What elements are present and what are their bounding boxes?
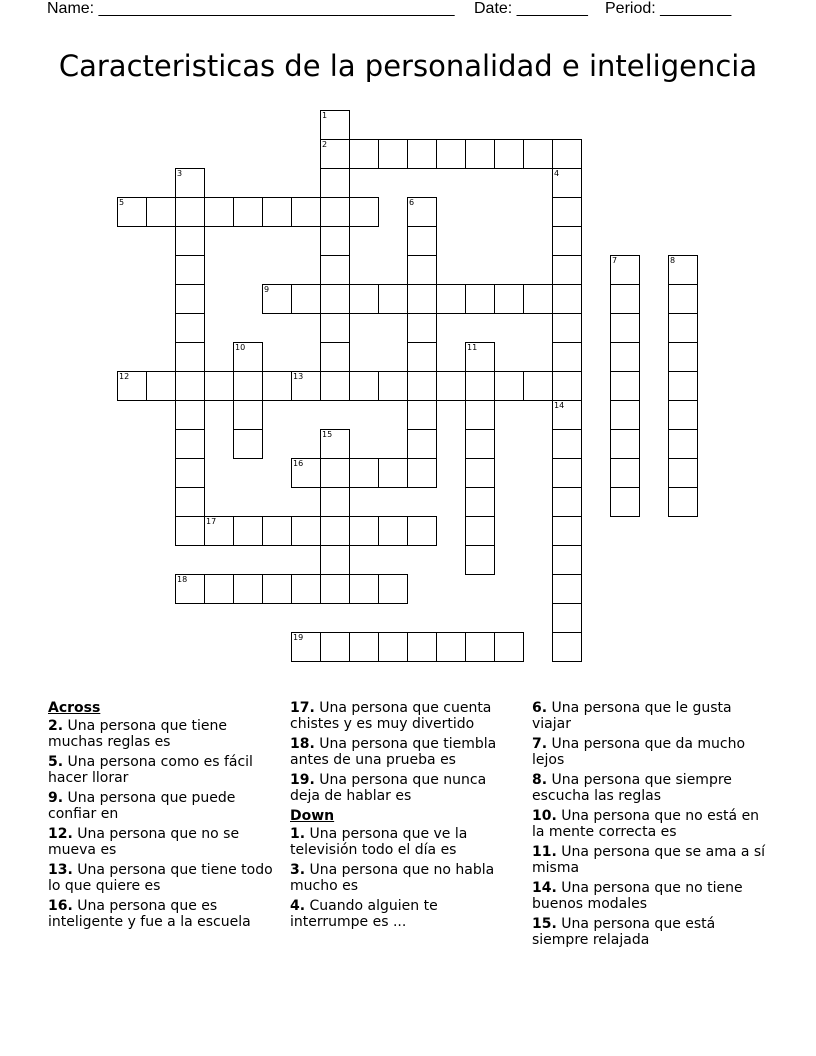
crossword-cell[interactable] xyxy=(407,632,437,662)
crossword-cell[interactable] xyxy=(552,400,582,430)
clues-column-3 xyxy=(532,700,767,952)
crossword-cell[interactable] xyxy=(552,255,582,285)
crossword-cell[interactable] xyxy=(668,313,698,343)
crossword-cell[interactable] xyxy=(610,400,640,430)
down-clue: 10. Una persona que no está en la mente correcta es xyxy=(532,808,760,840)
down-clue: 3. Una persona que no habla mucho es xyxy=(290,862,495,894)
crossword-cell[interactable] xyxy=(175,197,205,227)
crossword-cell[interactable] xyxy=(378,516,408,546)
clue-number: 8 xyxy=(670,256,676,265)
crossword-cell[interactable] xyxy=(320,168,350,198)
clue-number: 4 xyxy=(554,169,560,178)
down-clue: 6. Una persona que le gusta viajar xyxy=(532,700,732,732)
across-clue: 9. Una persona que puede confiar en xyxy=(48,790,236,822)
crossword-cell[interactable] xyxy=(407,197,437,227)
crossword-cell[interactable] xyxy=(407,400,437,430)
crossword-cell[interactable] xyxy=(204,516,234,546)
crossword-cell[interactable] xyxy=(610,371,640,401)
crossword-cell[interactable] xyxy=(175,255,205,285)
down-clue: 7. Una persona que da mucho lejos xyxy=(532,736,746,768)
crossword-cell[interactable] xyxy=(320,429,350,459)
crossword-cell[interactable] xyxy=(378,284,408,314)
crossword-cell[interactable] xyxy=(552,313,582,343)
crossword-cell[interactable] xyxy=(320,284,350,314)
crossword-cell[interactable] xyxy=(349,516,379,546)
crossword-cell[interactable] xyxy=(233,429,263,459)
across-clue: 12. Una persona que no se mueva es xyxy=(48,826,240,858)
across-clue: 2. Una persona que tiene muchas reglas es xyxy=(48,718,227,750)
period-field[interactable]: Period: ________ xyxy=(605,0,732,17)
crossword-cell[interactable] xyxy=(349,574,379,604)
clue-number: 17 xyxy=(206,517,217,526)
crossword-cell[interactable] xyxy=(233,342,263,372)
crossword-cell[interactable] xyxy=(320,226,350,256)
crossword-cell[interactable] xyxy=(668,487,698,517)
crossword-cell[interactable] xyxy=(320,139,350,169)
crossword-cell[interactable] xyxy=(407,226,437,256)
crossword-cell[interactable] xyxy=(320,458,350,488)
crossword-cell[interactable] xyxy=(465,632,495,662)
crossword-cell[interactable] xyxy=(349,458,379,488)
crossword-cell[interactable] xyxy=(320,371,350,401)
clue-number: 7 xyxy=(612,256,618,265)
crossword-cell[interactable] xyxy=(233,574,263,604)
crossword-cell[interactable] xyxy=(175,400,205,430)
crossword-cell[interactable] xyxy=(233,371,263,401)
clues-column-2 xyxy=(290,700,515,934)
crossword-cell[interactable] xyxy=(668,255,698,285)
clue-number: 5 xyxy=(119,198,125,207)
crossword-cell[interactable] xyxy=(494,371,524,401)
crossword-cell[interactable] xyxy=(668,429,698,459)
puzzle-title: Caracteristicas de la personalidad e inteligencia xyxy=(58,49,758,83)
crossword-cell[interactable] xyxy=(407,139,437,169)
crossword-cell[interactable] xyxy=(465,458,495,488)
crossword-cell[interactable] xyxy=(378,458,408,488)
crossword-cell[interactable] xyxy=(552,574,582,604)
down-clue: 8. Una persona que siempre escucha las reglas xyxy=(532,772,732,804)
crossword-cell[interactable] xyxy=(407,255,437,285)
crossword-cell[interactable] xyxy=(552,516,582,546)
crossword-cell[interactable] xyxy=(494,139,524,169)
across-clue: 17. Una persona que cuenta chistes y es muy divertido xyxy=(290,700,492,732)
crossword-cell[interactable] xyxy=(378,139,408,169)
crossword-cell[interactable] xyxy=(320,197,350,227)
crossword-cell[interactable] xyxy=(320,487,350,517)
down-clue: 14. Una persona que no tiene buenos modales xyxy=(532,880,743,912)
crossword-cell[interactable] xyxy=(465,342,495,372)
crossword-cell[interactable] xyxy=(610,458,640,488)
crossword-cell[interactable] xyxy=(320,255,350,285)
crossword-cell[interactable] xyxy=(465,545,495,575)
crossword-cell[interactable] xyxy=(668,371,698,401)
crossword-cell[interactable] xyxy=(465,429,495,459)
crossword-cell[interactable] xyxy=(465,284,495,314)
crossword-cell[interactable] xyxy=(610,487,640,517)
student-info-header xyxy=(0,0,816,22)
clue-number: 18 xyxy=(177,575,188,584)
clue-number: 2 xyxy=(322,140,328,149)
clue-number: 14 xyxy=(554,401,565,410)
crossword-cell[interactable] xyxy=(436,139,466,169)
clue-number: 16 xyxy=(293,459,304,468)
crossword-cell[interactable] xyxy=(668,342,698,372)
crossword-cell[interactable] xyxy=(291,284,321,314)
crossword-cell[interactable] xyxy=(262,284,292,314)
crossword-cell[interactable] xyxy=(407,313,437,343)
crossword-cell[interactable] xyxy=(320,110,350,140)
crossword-cell[interactable] xyxy=(552,545,582,575)
down-clue: 4. Cuando alguien te interrumpe es ... xyxy=(290,898,438,930)
crossword-cell[interactable] xyxy=(175,429,205,459)
crossword-cell[interactable] xyxy=(349,371,379,401)
crossword-cell[interactable] xyxy=(320,342,350,372)
down-clue: 11. Una persona que se ama a sí misma xyxy=(532,844,766,876)
crossword-cell[interactable] xyxy=(320,632,350,662)
crossword-cell[interactable] xyxy=(465,400,495,430)
crossword-cell[interactable] xyxy=(117,197,147,227)
crossword-cell[interactable] xyxy=(262,516,292,546)
crossword-cell[interactable] xyxy=(320,545,350,575)
crossword-cell[interactable] xyxy=(175,284,205,314)
crossword-cell[interactable] xyxy=(610,429,640,459)
clues-column-1 xyxy=(48,700,273,934)
crossword-cell[interactable] xyxy=(204,574,234,604)
crossword-cell[interactable] xyxy=(175,226,205,256)
crossword-cell[interactable] xyxy=(291,632,321,662)
crossword-cell[interactable] xyxy=(407,284,437,314)
down-heading: Down xyxy=(290,808,335,824)
crossword-cell[interactable] xyxy=(320,313,350,343)
crossword-cell[interactable] xyxy=(407,458,437,488)
clue-number: 10 xyxy=(235,343,246,352)
crossword-cell[interactable] xyxy=(552,603,582,633)
crossword-cell[interactable] xyxy=(552,371,582,401)
crossword-cell[interactable] xyxy=(407,429,437,459)
clue-number: 9 xyxy=(264,285,270,294)
crossword-cell[interactable] xyxy=(523,371,553,401)
crossword-cell[interactable] xyxy=(291,574,321,604)
crossword-cell[interactable] xyxy=(291,197,321,227)
crossword-cell[interactable] xyxy=(204,371,234,401)
crossword-cell[interactable] xyxy=(146,371,176,401)
clue-number: 12 xyxy=(119,372,130,381)
crossword-cell[interactable] xyxy=(291,516,321,546)
crossword-cell[interactable] xyxy=(204,197,234,227)
crossword-cell[interactable] xyxy=(552,168,582,198)
clue-number: 15 xyxy=(322,430,333,439)
crossword-cell[interactable] xyxy=(552,139,582,169)
crossword-cell[interactable] xyxy=(117,371,147,401)
across-heading: Across xyxy=(48,700,101,716)
date-field[interactable]: Date: ________ xyxy=(474,0,588,17)
crossword-cell[interactable] xyxy=(407,371,437,401)
crossword-cell[interactable] xyxy=(465,371,495,401)
crossword-cell[interactable] xyxy=(320,516,350,546)
across-clue: 16. Una persona que es inteligente y fue a la escuela xyxy=(48,898,251,930)
across-clue: 13. Una persona que tiene todo lo que quiere es xyxy=(48,862,273,894)
crossword-cell[interactable] xyxy=(668,284,698,314)
clue-number: 19 xyxy=(293,633,304,642)
crossword-cell[interactable] xyxy=(552,284,582,314)
crossword-cell[interactable] xyxy=(349,632,379,662)
crossword-cell[interactable] xyxy=(378,371,408,401)
clue-number: 1 xyxy=(322,111,328,120)
crossword-cell[interactable] xyxy=(523,139,553,169)
crossword-cell[interactable] xyxy=(378,632,408,662)
crossword-cell[interactable] xyxy=(552,226,582,256)
crossword-cell[interactable] xyxy=(465,139,495,169)
crossword-cell[interactable] xyxy=(175,516,205,546)
crossword-cell[interactable] xyxy=(494,632,524,662)
crossword-cell[interactable] xyxy=(175,574,205,604)
across-clue: 5. Una persona como es fácil hacer llorar xyxy=(48,754,253,786)
clue-number: 3 xyxy=(177,169,183,178)
crossword-cell[interactable] xyxy=(175,342,205,372)
clue-number: 6 xyxy=(409,198,415,207)
crossword-cell[interactable] xyxy=(465,516,495,546)
crossword-cell[interactable] xyxy=(291,371,321,401)
across-clue: 18. Una persona que tiembla antes de una prueba es xyxy=(290,736,497,768)
crossword-cell[interactable] xyxy=(610,284,640,314)
crossword-cell[interactable] xyxy=(668,400,698,430)
crossword-cell[interactable] xyxy=(436,284,466,314)
crossword-cell[interactable] xyxy=(349,139,379,169)
crossword-cell[interactable] xyxy=(436,632,466,662)
crossword-cell[interactable] xyxy=(552,487,582,517)
crossword-cell[interactable] xyxy=(349,197,379,227)
crossword-cell[interactable] xyxy=(233,400,263,430)
crossword-cell[interactable] xyxy=(523,284,553,314)
crossword-cell[interactable] xyxy=(262,574,292,604)
crossword-cell[interactable] xyxy=(146,197,176,227)
crossword-cell[interactable] xyxy=(262,371,292,401)
crossword-cell[interactable] xyxy=(175,371,205,401)
across-clue: 19. Una persona que nunca deja de hablar es xyxy=(290,772,487,804)
crossword-cell[interactable] xyxy=(262,197,292,227)
crossword-cell[interactable] xyxy=(610,255,640,285)
crossword-cell[interactable] xyxy=(552,632,582,662)
crossword-cell[interactable] xyxy=(552,458,582,488)
crossword-cell[interactable] xyxy=(407,342,437,372)
crossword-cell[interactable] xyxy=(610,313,640,343)
crossword-cell[interactable] xyxy=(233,516,263,546)
crossword-cell[interactable] xyxy=(175,487,205,517)
crossword-cell[interactable] xyxy=(407,516,437,546)
clue-number: 13 xyxy=(293,372,304,381)
crossword-cell[interactable] xyxy=(552,197,582,227)
down-clue: 15. Una persona que está siempre relajada xyxy=(532,916,716,948)
crossword-cell[interactable] xyxy=(378,574,408,604)
crossword-cell[interactable] xyxy=(668,458,698,488)
crossword-cell[interactable] xyxy=(175,313,205,343)
crossword-cell[interactable] xyxy=(610,342,640,372)
down-clue: 1. Una persona que ve la televisión todo el día es xyxy=(290,826,468,858)
crossword-cell[interactable] xyxy=(175,168,205,198)
crossword-cell[interactable] xyxy=(291,458,321,488)
crossword-cell[interactable] xyxy=(320,574,350,604)
crossword-cell[interactable] xyxy=(436,371,466,401)
crossword-cell[interactable] xyxy=(349,284,379,314)
crossword-cell[interactable] xyxy=(552,429,582,459)
name-field[interactable]: Name: ________________________________________ xyxy=(47,0,455,17)
crossword-cell[interactable] xyxy=(552,342,582,372)
crossword-cell[interactable] xyxy=(233,197,263,227)
crossword-cell[interactable] xyxy=(465,487,495,517)
crossword-cell[interactable] xyxy=(175,458,205,488)
crossword-cell[interactable] xyxy=(494,284,524,314)
clue-number: 11 xyxy=(467,343,478,352)
